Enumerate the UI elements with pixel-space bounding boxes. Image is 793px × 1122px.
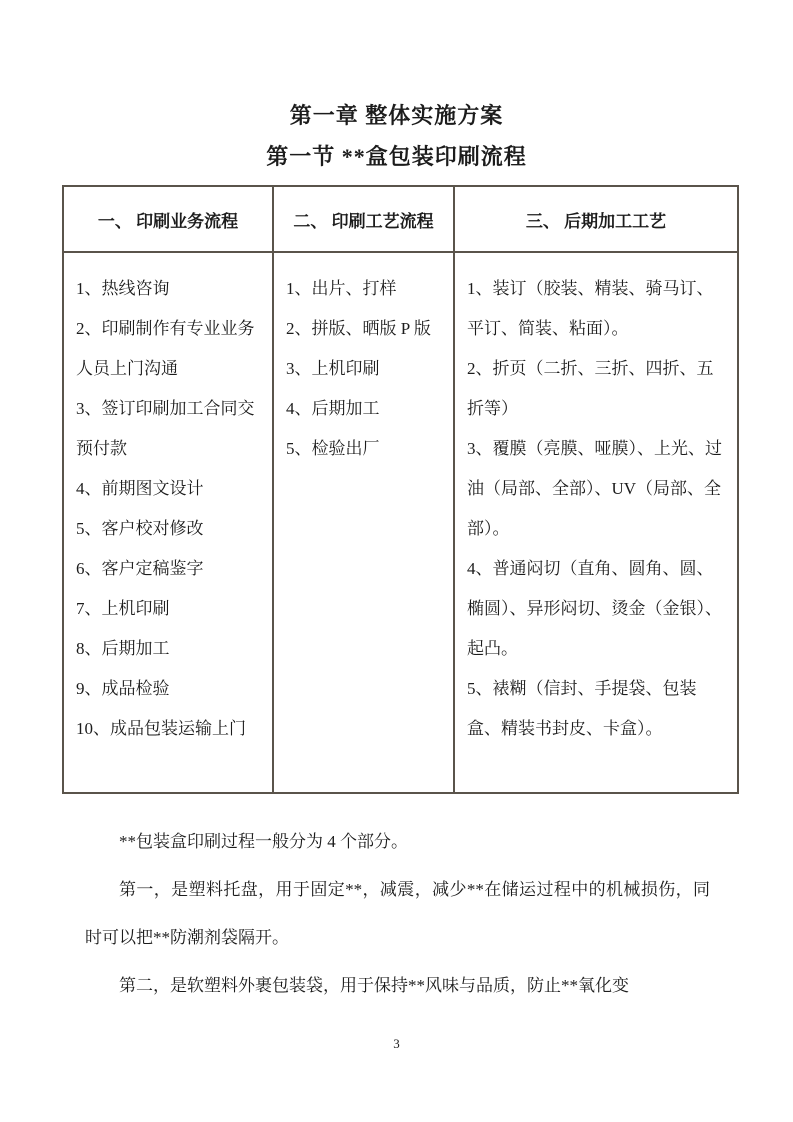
table-body-row <box>63 252 738 793</box>
craft-process-step: 1、出片、打样 <box>286 279 397 298</box>
post-processing-step: 3、覆膜（亮膜、哑膜）、上光、过油（局部、全部）、UV（局部、全部）。 <box>467 439 722 538</box>
business-process-step: 3、签订印刷加工合同交预付款 <box>76 399 255 458</box>
business-process-step: 6、客户定稿鉴字 <box>76 559 204 578</box>
chapter-title: 第一章 整体实施方案 <box>289 103 504 128</box>
business-process-step: 10、成品包装运输上门 <box>76 719 246 738</box>
table-header-row <box>63 186 738 252</box>
table-header-post-processing: 三、 后期加工工艺 <box>454 186 738 252</box>
business-process-step: 9、成品检验 <box>76 679 170 698</box>
table-header-business-process: 一、 印刷业务流程 <box>63 186 273 252</box>
title-block <box>0 0 793 171</box>
section-title: 第一节 **盒包装印刷流程 <box>266 144 527 169</box>
business-process-step: 4、前期图文设计 <box>76 479 204 498</box>
business-process-step: 7、上机印刷 <box>76 599 170 618</box>
table-cell-craft-process <box>273 252 454 793</box>
business-process-step: 1、热线咨询 <box>76 279 170 298</box>
business-process-step: 5、客户校对修改 <box>76 519 204 538</box>
post-processing-step: 2、折页（二折、三折、四折、五折等） <box>467 359 714 418</box>
business-process-step: 8、后期加工 <box>76 639 170 658</box>
body-paragraph: 第二，是软塑料外裹包装袋，用于保持**风味与品质，防止**氧化变 <box>119 976 629 995</box>
post-processing-step: 1、装订（胶装、精装、骑马订、平订、简装、粘面）。 <box>467 279 714 338</box>
body-paragraph: **包装盒印刷过程一般分为 4 个部分。 <box>119 832 408 851</box>
post-processing-step: 4、普通闷切（直角、圆角、圆、椭圆）、异形闷切、烫金（金银）、起凸。 <box>467 559 722 658</box>
page-number: 3 <box>393 1036 400 1051</box>
craft-process-step: 4、后期加工 <box>286 399 380 418</box>
post-processing-step: 5、裱糊（信封、手提袋、包装盒、精装书封皮、卡盒）。 <box>467 679 697 738</box>
craft-process-step: 5、检验出厂 <box>286 439 380 458</box>
craft-process-step: 3、上机印刷 <box>286 359 380 378</box>
business-process-step: 2、印刷制作有专业业务人员上门沟通 <box>76 319 255 378</box>
body-paragraph: 第一，是塑料托盘，用于固定**，减震，减少**在储运过程中的机械损伤，同时可以把**防潮剂袋隔开。 <box>85 880 710 947</box>
craft-process-step: 2、拼版、晒版 P 版 <box>286 319 431 338</box>
printing-process-table <box>62 185 739 794</box>
table-cell-post-processing <box>454 252 738 793</box>
table-cell-business-process <box>63 252 273 793</box>
body-paragraphs <box>85 818 710 1010</box>
table-header-craft-process: 二、 印刷工艺流程 <box>273 186 454 252</box>
